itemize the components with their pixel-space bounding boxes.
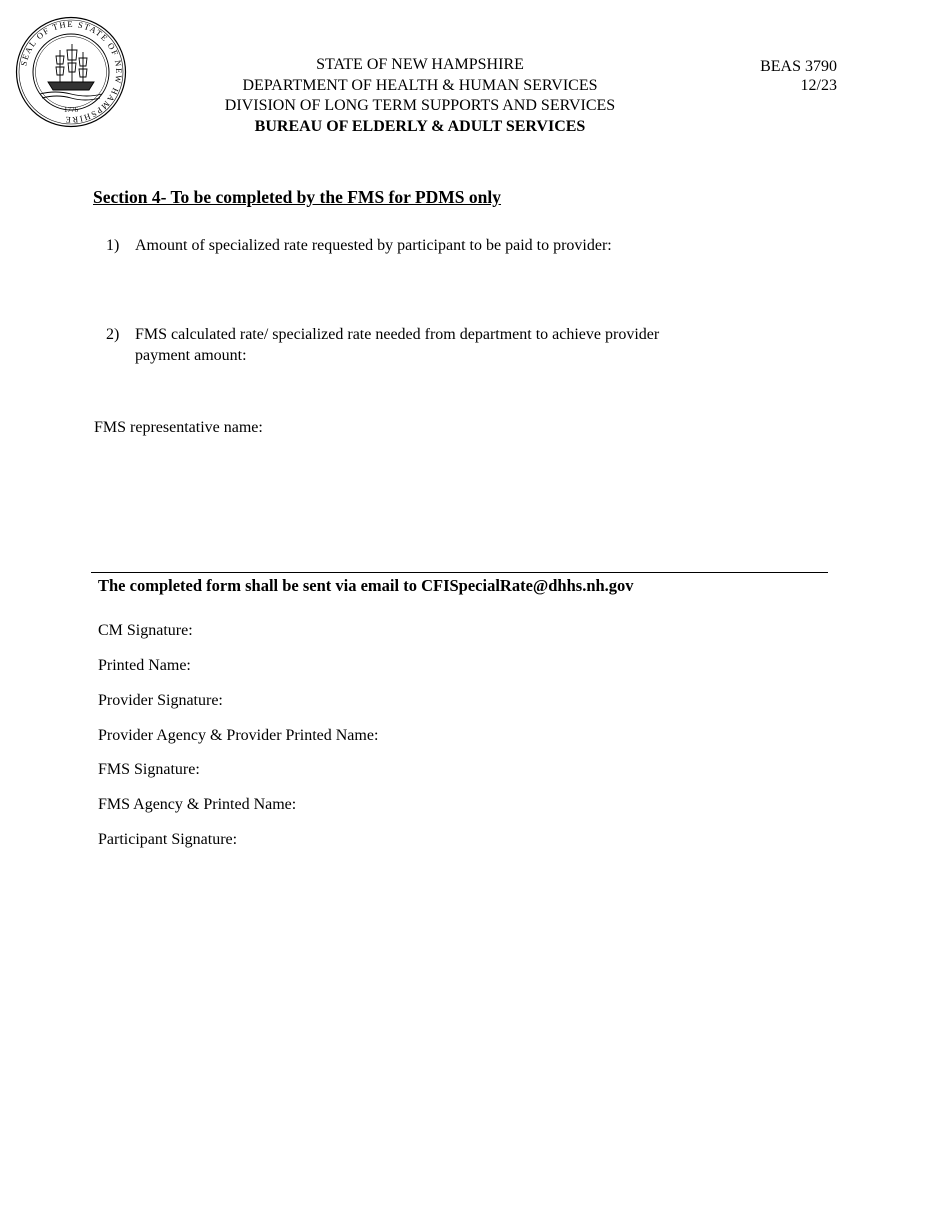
section-title: Section 4- To be completed by the FMS for PDMS only — [93, 187, 502, 207]
header-state: STATE OF NEW HAMPSHIRE — [316, 56, 524, 73]
list-item — [106, 325, 715, 366]
divider — [91, 572, 828, 573]
signature-label-cm: CM Signature: — [98, 622, 193, 639]
header-bureau: BUREAU OF ELDERLY & ADULT SERVICES — [254, 117, 586, 135]
signature-label-participant: Participant Signature: — [98, 831, 238, 848]
form-number: BEAS 3790 — [760, 58, 837, 75]
email-instruction: The completed form shall be sent via email to CFISpecialRate@dhhs.nh.gov — [98, 576, 634, 595]
list-item-number: 2) — [106, 326, 120, 343]
header-division: DIVISION OF LONG TERM SUPPORTS AND SERVICES — [224, 97, 616, 114]
agency-header — [200, 55, 640, 137]
signature-label-printed-name: Printed Name: — [98, 657, 191, 674]
svg-text:1776: 1776 — [64, 106, 78, 114]
form-date: 12/23 — [800, 77, 837, 94]
header-department: DEPARTMENT OF HEALTH & HUMAN SERVICES — [242, 76, 598, 94]
list-item-text: FMS calculated rate/ specialized rate needed from department to achieve provider payment amount: — [135, 326, 660, 364]
list-item-text: Amount of specialized rate requested by participant to be paid to provider: — [135, 237, 612, 254]
list-item-number: 1) — [106, 237, 120, 254]
list-item — [106, 236, 715, 257]
signature-label-fms-agency: FMS Agency & Printed Name: — [98, 796, 297, 813]
signature-label-provider: Provider Signature: — [98, 692, 223, 709]
signature-label-provider-agency: Provider Agency & Provider Printed Name: — [98, 727, 379, 744]
svg-text:SEAL OF THE STATE OF NEW HAMPS: SEAL OF THE STATE OF NEW HAMPSHIRE — [18, 18, 125, 126]
fms-representative-label: FMS representative name: — [94, 419, 263, 436]
signature-label-fms: FMS Signature: — [98, 761, 200, 778]
form-number-block — [740, 57, 837, 95]
state-seal-icon — [15, 16, 127, 128]
